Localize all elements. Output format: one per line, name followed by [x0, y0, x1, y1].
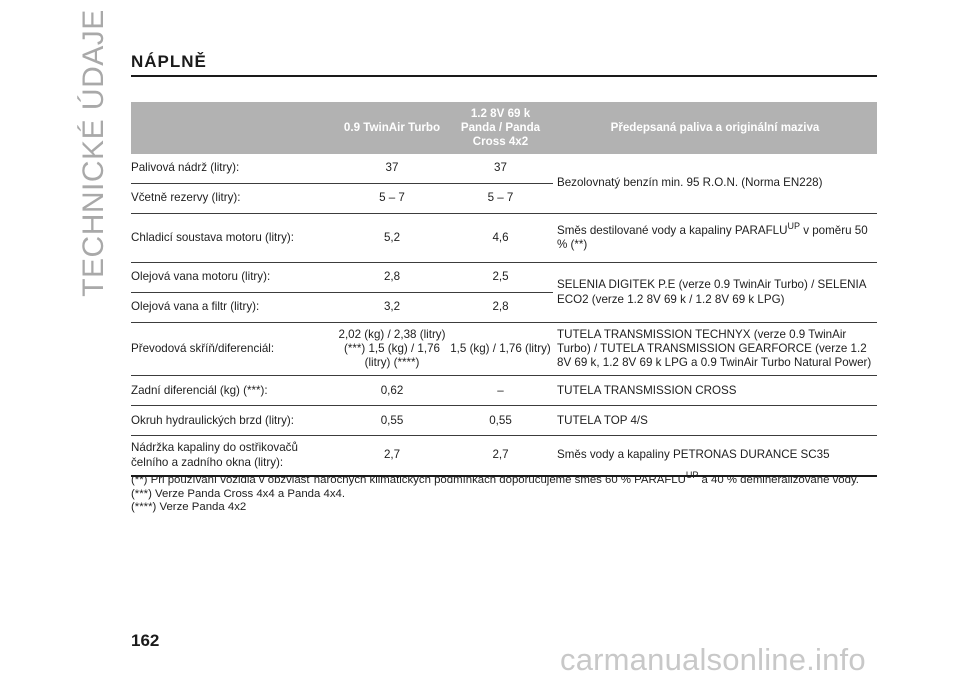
fluid-spec-coolant: [553, 214, 877, 263]
table-row: [131, 263, 877, 293]
value-twinair: 37: [336, 154, 448, 184]
table-row: [131, 376, 877, 406]
value-twinair: 3,2: [336, 293, 448, 323]
value-twinair: 2,02 (kg) / 2,38 (litry) (***) 1,5 (kg) / 1,76 (litry) (****): [336, 323, 448, 376]
footnotes: [131, 470, 877, 515]
value-12-8v: –: [448, 376, 553, 406]
header-empty: [131, 102, 336, 154]
table-row: [131, 436, 877, 476]
value-twinair: 0,55: [336, 406, 448, 436]
value-twinair: 0,62: [336, 376, 448, 406]
value-twinair: 2,8: [336, 263, 448, 293]
coolant-text: Směs destilované vody a kapaliny PARAFLU: [557, 223, 788, 237]
row-label: Palivová nádrž (litry):: [131, 154, 336, 184]
header-fluids: Předepsaná paliva a originální maziva: [553, 102, 877, 154]
footnote-4x4: (***) Verze Panda Cross 4x4 a Panda 4x4.: [131, 487, 346, 500]
value-12-8v: 2,5: [448, 263, 553, 293]
coolant-text-end: v poměru 50 % (**): [557, 223, 868, 251]
row-label: Chladicí soustava motoru (litry):: [131, 214, 336, 263]
footnote-superscript: UP: [685, 470, 699, 480]
row-label: Olejová vana a filtr (litry):: [131, 293, 336, 323]
value-12-8v: 1,5 (kg) / 1,76 (litry): [448, 323, 553, 376]
value-12-8v: 5 – 7: [448, 184, 553, 214]
fluid-spec-gearbox: TUTELA TRANSMISSION TECHNYX (verze 0.9 TwinAir Turbo) / TUTELA TRANSMISSION GEARFORCE (verze 1.2 8V 69 k, 1.2 8V 69 k LPG a 0.9 TwinAir Turbo Natural Power): [553, 323, 877, 376]
table-row: [131, 323, 877, 376]
footnote-4x2: (****) Verze Panda 4x2: [131, 501, 247, 514]
watermark: carmanualsonline.info: [560, 642, 866, 677]
row-label: Zadní diferenciál (kg) (***):: [131, 376, 336, 406]
coolant-superscript: UP: [787, 220, 800, 231]
value-twinair: 5 – 7: [336, 184, 448, 214]
table-row: [131, 214, 877, 263]
value-12-8v: 37: [448, 154, 553, 184]
page-number: 162: [131, 631, 160, 650]
value-12-8v: 2,7: [448, 436, 553, 476]
value-12-8v: 0,55: [448, 406, 553, 436]
value-twinair: 5,2: [336, 214, 448, 263]
row-label: Olejová vana motoru (litry):: [131, 263, 336, 293]
fluid-spec-fuel: Bezolovnatý benzín min. 95 R.O.N. (Norma EN228): [553, 154, 877, 214]
capacities-table: [131, 102, 877, 477]
fluid-spec-brakes: TUTELA TOP 4/S: [553, 406, 877, 436]
chapter-side-title: [77, 9, 111, 297]
fluid-spec-rear-diff: TUTELA TRANSMISSION CROSS: [553, 376, 877, 406]
value-twinair: 2,7: [336, 436, 448, 476]
fluid-spec-oil: SELENIA DIGITEK P.E (verze 0.9 TwinAir Turbo) / SELENIA ECO2 (verze 1.2 8V 69 k / 1.2 8V 69 k LPG): [553, 263, 877, 323]
header-12-8v: 1.2 8V 69 k Panda / Panda Cross 4x2: [448, 102, 553, 154]
row-label: Převodová skříň/diferenciál:: [131, 323, 336, 376]
row-label: Nádržka kapaliny do ostřikovačů čelního a zadního okna (litry):: [131, 436, 336, 476]
chapter-side-title-text: TECHNICKÉ ÚDAJE: [77, 9, 111, 297]
footnote-paraflu: [131, 470, 877, 488]
row-label: Okruh hydraulických brzd (litry):: [131, 406, 336, 436]
table-header-row: [131, 102, 877, 154]
footnote-text: (**) Při používání vozidla v obzvlášť náročných klimatických podmínkách doporučujeme směs 60 % PARAFLU: [131, 474, 686, 486]
fluid-spec-washer: Směs vody a kapaliny PETRONAS DURANCE SC35: [553, 436, 877, 476]
value-12-8v: 4,6: [448, 214, 553, 263]
section-title: NÁPLNĚ: [131, 52, 207, 71]
title-rule: [131, 75, 877, 77]
value-12-8v: 2,8: [448, 293, 553, 323]
table-row: [131, 406, 877, 436]
row-label: Včetně rezervy (litry):: [131, 184, 336, 214]
header-twinair: 0.9 TwinAir Turbo: [336, 102, 448, 154]
footnote-text-end: a 40 % demineralizované vody.: [698, 474, 859, 486]
table-row: [131, 154, 877, 184]
